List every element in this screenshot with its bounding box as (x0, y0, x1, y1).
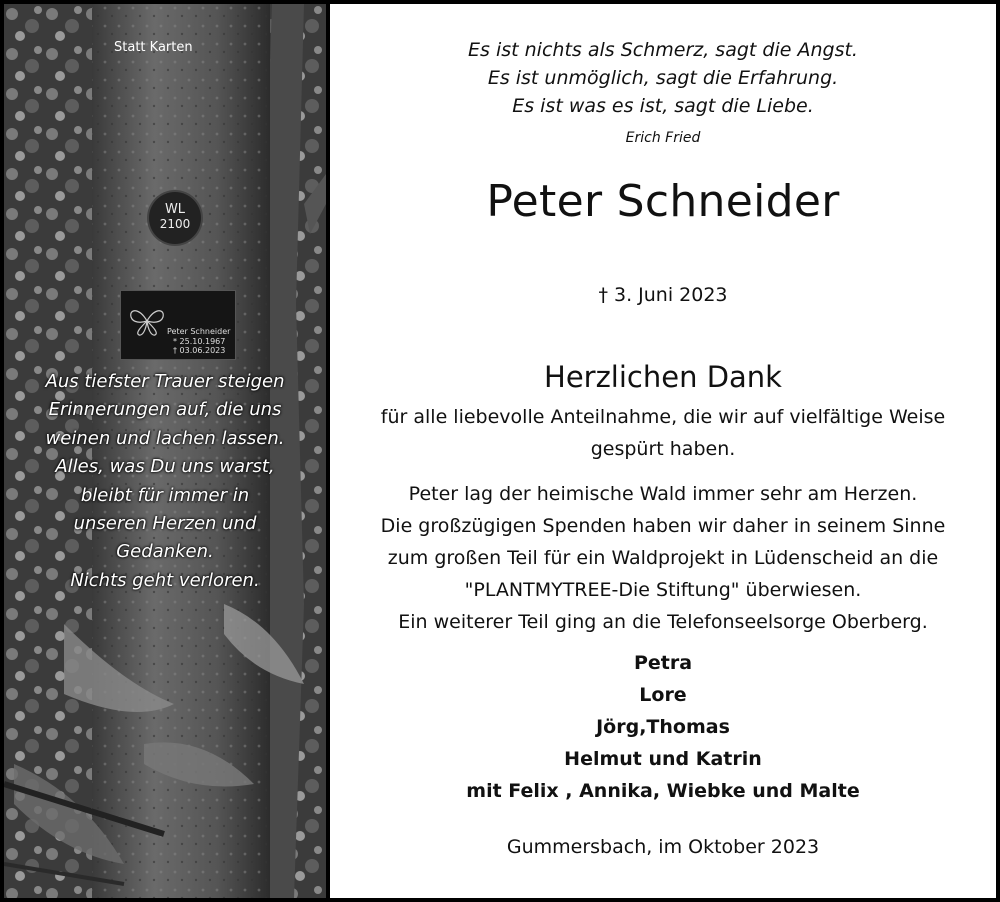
thanks-line: gespürt haben. (590, 438, 736, 460)
poem-line: weinen und lachen lassen. (45, 427, 285, 449)
family-line: Lore (639, 684, 687, 706)
statt-karten-label: Statt Karten (114, 40, 193, 55)
thanks-text (330, 401, 996, 465)
poem-line: Nichts geht verloren. (70, 569, 260, 591)
place-date: Gummersbach, im Oktober 2023 (506, 836, 820, 858)
quote-author: Erich Fried (625, 130, 701, 146)
deceased-name: Peter Schneider (486, 176, 840, 227)
poem-line: Alles, was Du uns warst, (55, 456, 275, 478)
quote-line: Es ist nichts als Schmerz, sagt die Angst. (468, 39, 858, 61)
family-line: Helmut und Katrin (564, 748, 762, 770)
poem-line: unseren Herzen und (73, 513, 257, 535)
thanks-heading: Herzlichen Dank (544, 360, 782, 394)
poem (4, 368, 326, 595)
donation-line: "PLANTMYTREE-Die Stiftung" überwiesen. (464, 579, 862, 601)
donation-line: zum großen Teil für ein Waldprojekt in Lüdenscheid an die (387, 547, 939, 569)
quote-line: Es ist was es ist, sagt die Liebe. (512, 95, 814, 117)
butterfly-icon (127, 305, 167, 337)
quote-line: Es ist unmöglich, sagt die Erfahrung. (487, 67, 839, 89)
tree-tag (149, 192, 201, 244)
poem-line: Aus tiefster Trauer steigen (45, 371, 285, 392)
donation-line: Die großzügigen Spenden haben wir daher in seinem Sinne (380, 515, 946, 537)
plaque-died: † 03.06.2023 (173, 346, 226, 355)
tree-tag-line2: 2100 (159, 217, 191, 231)
family-names (330, 647, 996, 807)
quote (330, 36, 996, 120)
family-line: Jörg,Thomas (596, 716, 730, 738)
plaque-name: Peter Schneider (167, 327, 231, 336)
notice-content (330, 4, 996, 898)
donation-text (330, 478, 996, 638)
tree-tag-line1: WL (164, 202, 186, 217)
poem-line: bleibt für immer in (80, 484, 250, 506)
poem-line: Gedanken. (116, 541, 214, 563)
poem-line: Erinnerungen auf, die uns (48, 399, 282, 421)
memorial-plaque (120, 290, 236, 360)
donation-line: Ein weiterer Teil ging an die Telefonseelsorge Oberberg. (398, 611, 928, 633)
death-date: † 3. Juni 2023 (598, 284, 728, 306)
donation-line: Peter lag der heimische Wald immer sehr am Herzen. (408, 483, 918, 505)
tree-photo (4, 4, 326, 898)
thanks-line: für alle liebevolle Anteilnahme, die wir auf vielfältige Weise (380, 406, 946, 428)
family-line: Petra (633, 652, 693, 674)
plaque-born: * 25.10.1967 (173, 337, 226, 346)
family-line: mit Felix , Annika, Wiebke und Malte (466, 780, 860, 802)
